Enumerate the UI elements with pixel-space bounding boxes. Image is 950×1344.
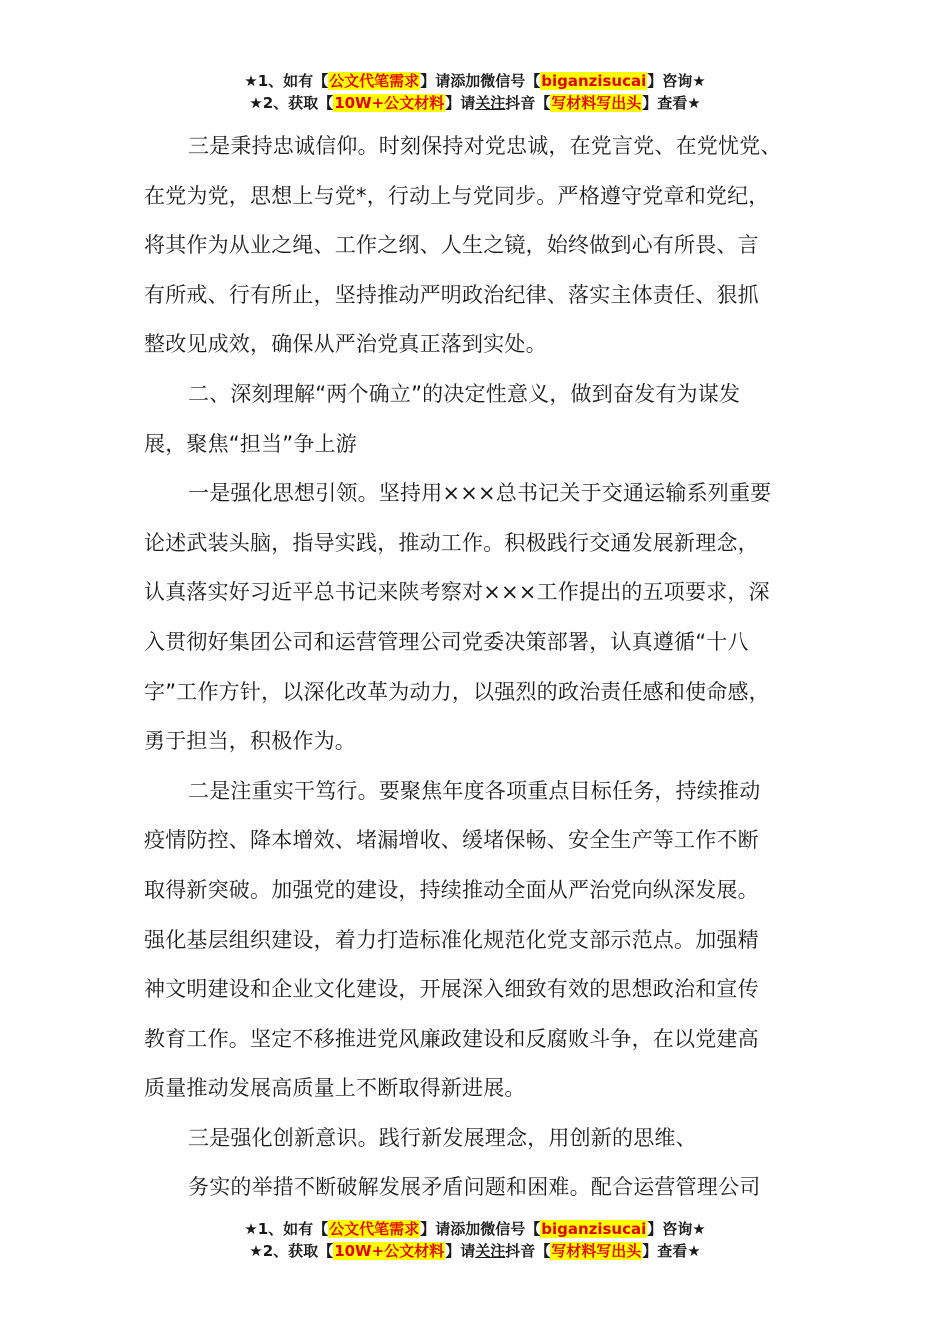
banner-text: 抖音【: [505, 1242, 551, 1260]
banner-text: ★1、如有【: [244, 72, 329, 90]
body-line: 强化基层组织建设，着力打造标准化规范化党支部示范点。加强精: [144, 927, 759, 952]
banner-highlight-douyin: 写材料写出头: [551, 1242, 642, 1260]
banner-underline: 关注: [475, 1242, 506, 1260]
banner-text: 】请添加微信号【: [420, 1220, 541, 1238]
body-line: 一是强化思想引领。坚持用×××总书记关于交通运输系列重要: [188, 481, 772, 506]
body-line: 在党为党，思想上与党*，行动上与党同步。严格遵守党章和党纪，: [144, 183, 770, 208]
body-line: 神文明建设和企业文化建设，开展深入细致有效的思想政治和宣传: [144, 977, 759, 1002]
banner-text: 】请: [445, 1242, 476, 1260]
body-line: 字”工作方针，以深化改革为动力，以强烈的政治责任感和使命感，: [144, 679, 770, 704]
document-body: [144, 122, 834, 1213]
banner-text: ★1、如有【: [244, 1220, 329, 1238]
body-line: 入贯彻好集团公司和运营管理公司党委决策部署，认真遵循“十八: [144, 629, 749, 654]
body-line: 三是强化创新意识。践行新发展理念，用创新的思维、: [188, 1125, 697, 1150]
body-line: 勇于担当，积极作为。: [144, 729, 356, 754]
banner-text: 】咨询★: [647, 72, 706, 90]
banner-text: ★2、获取【: [249, 1242, 334, 1260]
banner-highlight-wechat-id: biganzisucai: [541, 72, 647, 90]
banner-text: 】查看★: [642, 94, 701, 112]
body-line: 质量推动发展高质量上不断取得新进展。: [144, 1076, 526, 1101]
banner-highlight-douyin: 写材料写出头: [551, 94, 642, 112]
header-banner: [0, 70, 950, 114]
section-heading-line: 二、深刻理解“两个确立”的决定性意义，做到奋发有为谋发: [188, 381, 741, 406]
banner-text: 抖音【: [505, 94, 551, 112]
banner-line-2: [0, 1240, 950, 1262]
banner-text: 】请: [445, 94, 476, 112]
banner-text: ★2、获取【: [249, 94, 334, 112]
body-line: 三是秉持忠诚信仰。时刻保持对党忠诚，在党言党、在党忧党、: [188, 134, 782, 158]
banner-highlight: 公文代笔需求: [329, 72, 420, 90]
body-line: 疫情防控、降本增效、堵漏增收、缓堵保畅、安全生产等工作不断: [144, 828, 759, 853]
banner-underline: 关注: [475, 94, 506, 112]
body-line: 有所戒、行有所止，坚持推动严明政治纪律、落实主体责任、狠抓: [144, 282, 759, 307]
banner-highlight: 10W+公文材料: [334, 1242, 445, 1260]
body-line: 论述武装头脑，指导实践，推动工作。积极践行交通发展新理念，: [144, 530, 759, 555]
body-line: 教育工作。坚定不移推进党风廉政建设和反腐败斗争，在以党建高: [144, 1026, 759, 1051]
body-line: 认真落实好习近平总书记来陕考察对×××工作提出的五项要求，深: [144, 580, 770, 605]
banner-line-1: [0, 70, 950, 92]
banner-highlight-wechat-id: biganzisucai: [541, 1220, 647, 1238]
body-line: 整改见成效，确保从严治党真正落到实处。: [144, 332, 547, 357]
footer-banner: [0, 1218, 950, 1262]
banner-text: 】查看★: [642, 1242, 701, 1260]
banner-line-1: [0, 1218, 950, 1240]
banner-highlight: 公文代笔需求: [329, 1220, 420, 1238]
banner-highlight: 10W+公文材料: [334, 94, 445, 112]
banner-line-2: [0, 92, 950, 114]
section-heading-line: 展，聚焦“担当”争上游: [144, 431, 357, 456]
body-line: 务实的举措不断破解发展矛盾问题和困难。配合运营管理公司: [188, 1175, 761, 1200]
banner-text: 】咨询★: [647, 1220, 706, 1238]
body-line: 二是注重实干笃行。要聚焦年度各项重点目标任务，持续推动: [188, 778, 761, 803]
banner-text: 】请添加微信号【: [420, 72, 541, 90]
body-line: 取得新突破。加强党的建设，持续推动全面从严治党向纵深发展。: [144, 877, 759, 902]
body-line: 将其作为从业之绳、工作之纲、人生之镜，始终做到心有所畏、言: [144, 233, 759, 258]
